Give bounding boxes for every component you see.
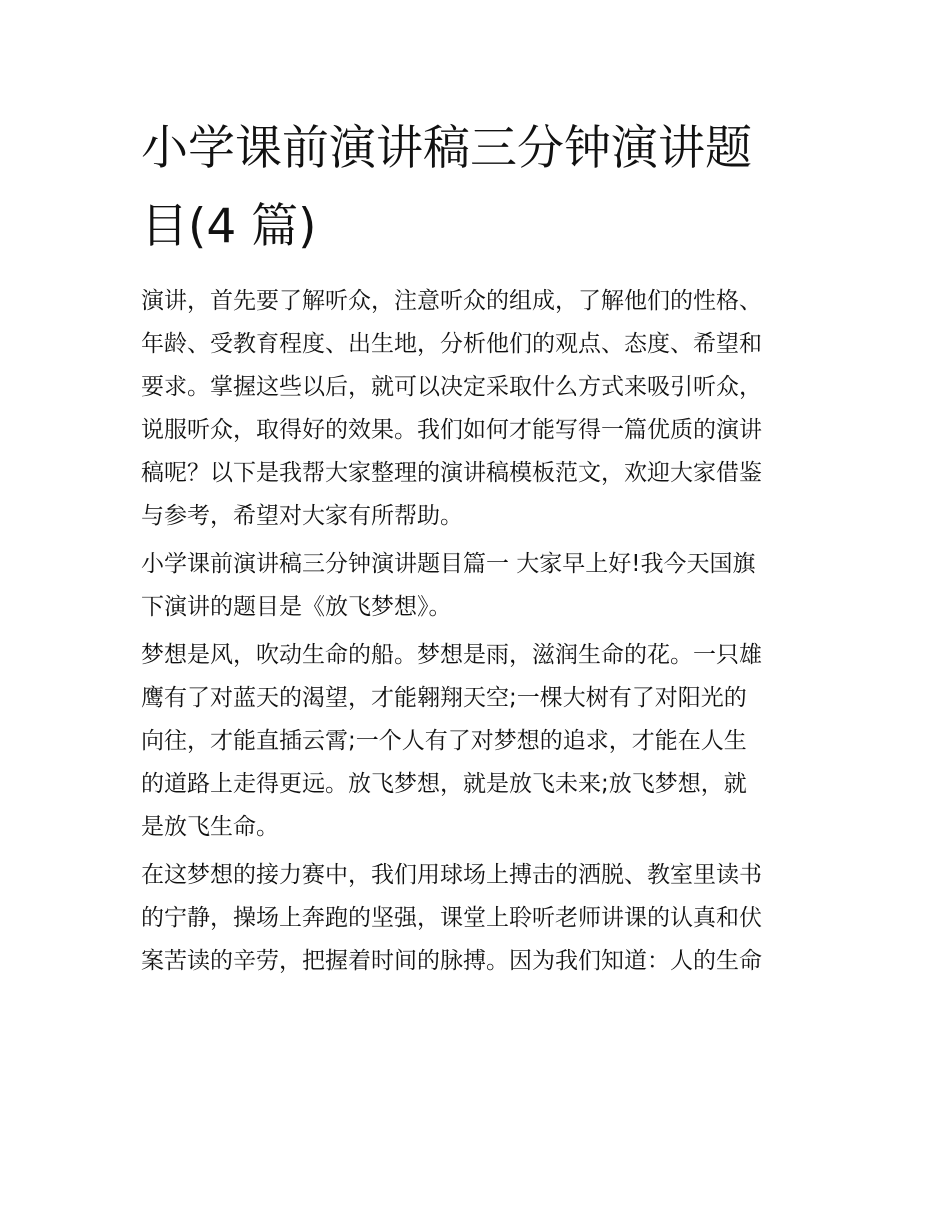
title-line-1: 小学课前演讲稿三分钟演讲题 xyxy=(141,121,752,176)
paragraph-dream-metaphor xyxy=(141,634,821,849)
text-line: 年龄、受教育程度、出生地，分析他们的观点、态度、希望和 xyxy=(141,331,762,357)
text-line: 与参考，希望对大家有所帮助。 xyxy=(141,503,463,529)
title-line-2: 目(4 篇) xyxy=(141,199,317,254)
text-line: 的宁静，操场上奔跑的坚强，课堂上聆听老师讲课的认真和伏 xyxy=(141,905,762,931)
paragraph-relay-race xyxy=(141,854,821,983)
document-title xyxy=(141,110,821,266)
text-line: 说服听众，取得好的效果。我们如何才能写得一篇优质的演讲 xyxy=(141,417,762,443)
text-line: 梦想是风，吹动生命的船。梦想是雨，滋润生命的花。一只雄 xyxy=(141,642,762,668)
text-line: 要求。掌握这些以后，就可以决定采取什么方式来吸引听众， xyxy=(141,374,762,400)
text-line: 是放飞生命。 xyxy=(141,814,279,840)
text-line: 演讲，首先要了解听众，注意听众的组成，了解他们的性格、 xyxy=(141,288,762,314)
text-line: 鹰有了对蓝天的渴望，才能翱翔天空;一棵大树有了对阳光的 xyxy=(141,685,747,711)
text-line: 向往，才能直插云霄;一个人有了对梦想的追求，才能在人生 xyxy=(141,728,747,754)
paragraph-intro xyxy=(141,280,821,538)
document-body xyxy=(141,280,821,983)
text-line: 小学课前演讲稿三分钟演讲题目篇一 大家早上好!我今天国旗 xyxy=(141,551,756,577)
text-line: 下演讲的题目是《放飞梦想》。 xyxy=(141,594,452,620)
paragraph-speech-one-heading xyxy=(141,543,821,629)
text-line: 稿呢？以下是我帮大家整理的演讲稿模板范文，欢迎大家借鉴 xyxy=(141,460,762,486)
text-line: 在这梦想的接力赛中，我们用球场上搏击的洒脱、教室里读书 xyxy=(141,862,762,888)
text-line: 案苦读的辛劳，把握着时间的脉搏。因为我们知道：人的生命 xyxy=(141,948,762,974)
text-line: 的道路上走得更远。放飞梦想，就是放飞未来;放飞梦想，就 xyxy=(141,771,747,797)
